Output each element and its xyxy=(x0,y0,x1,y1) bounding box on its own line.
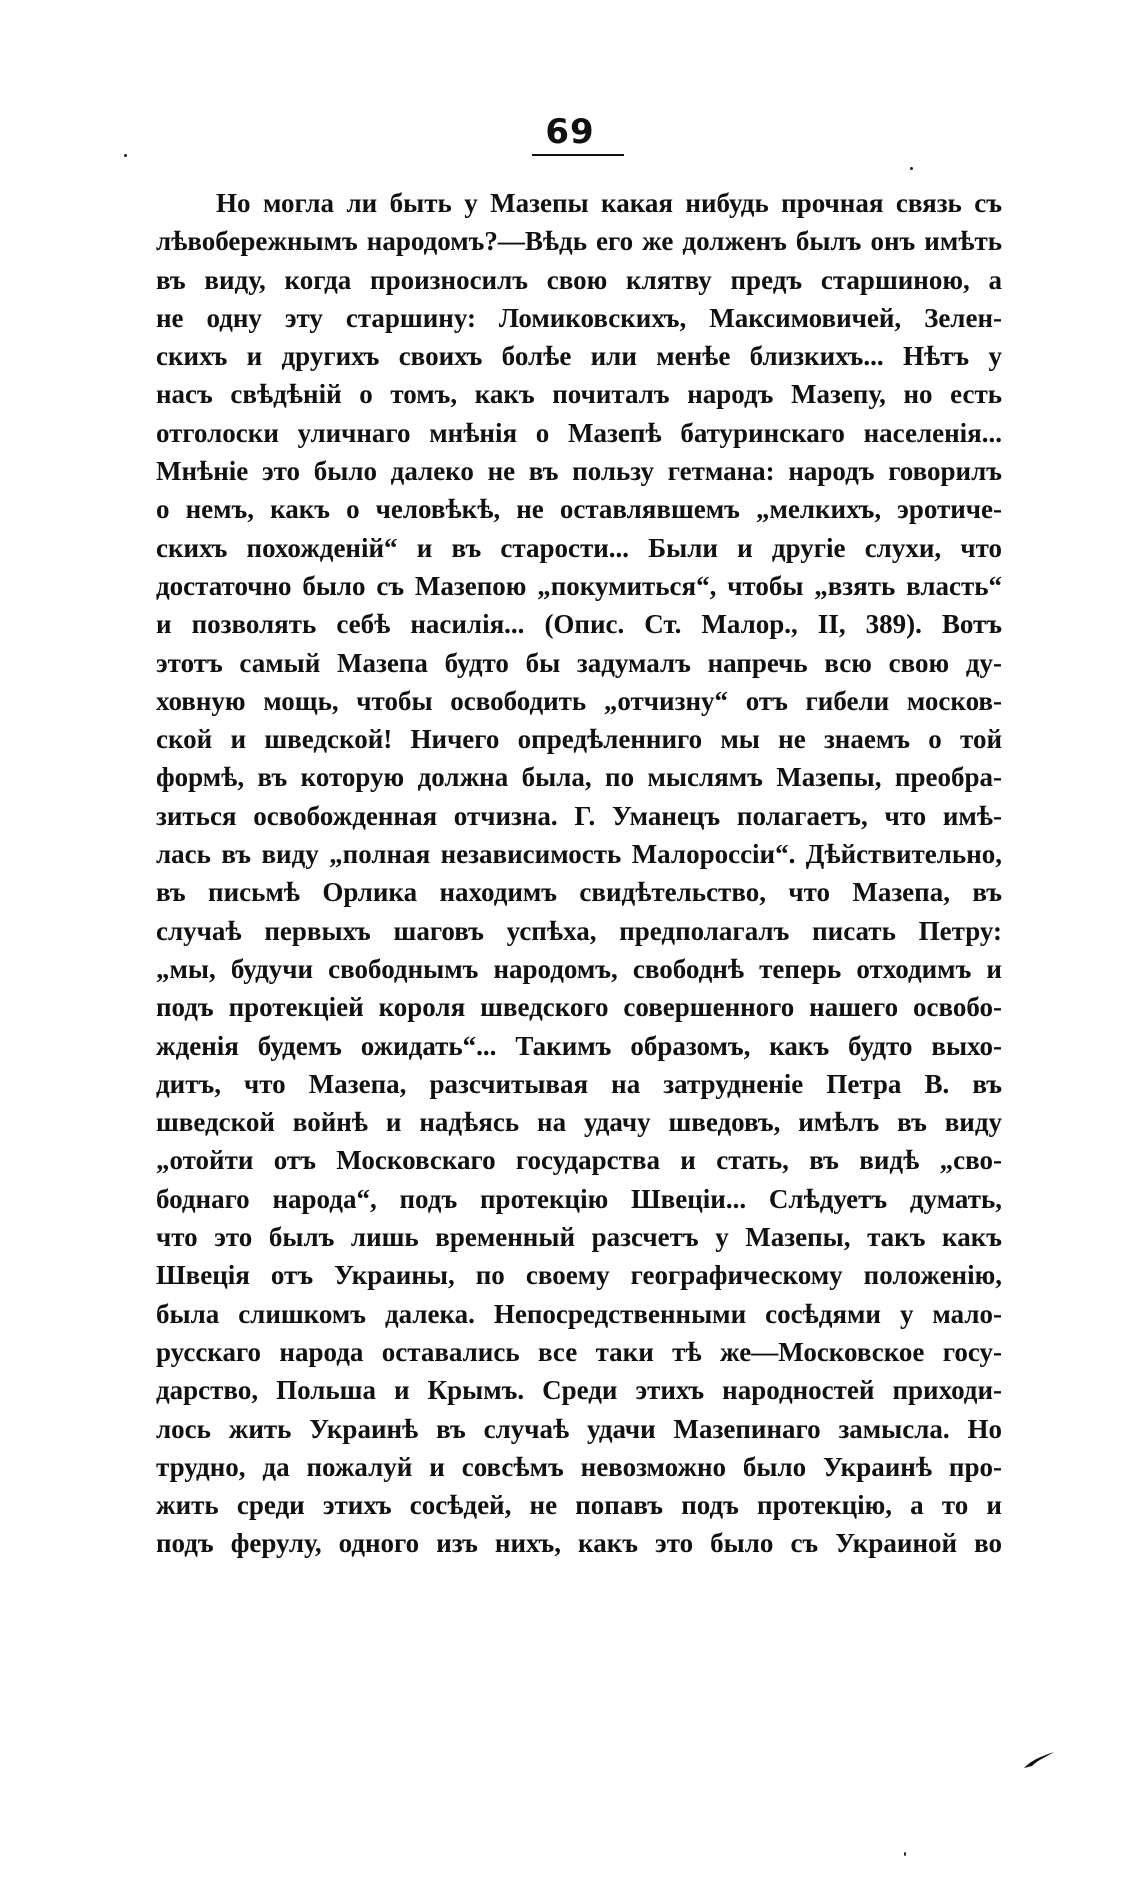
text-line: жить среди этихъ сосѣдей, не попавъ подъ протекцію, а то и xyxy=(156,1490,1002,1521)
text-line: этотъ самый Мазепа будто бы задумалъ напречь всю свою ду- xyxy=(156,647,1002,678)
text-line: достаточно было съ Мазепою „покумиться“, чтобы „взять власть“ xyxy=(156,570,1002,601)
text-line: въ виду, когда произносилъ свою клятву предъ старшиною, а xyxy=(156,264,1002,295)
text-line: лась въ виду „полная независимость Малороссіи“. Дѣйствительно, xyxy=(156,839,1002,870)
ink-speck xyxy=(124,154,127,157)
text-line: лось жить Украинѣ въ случаѣ удачи Мазепинаго замысла. Но xyxy=(156,1413,1002,1444)
text-line: зиться освобожденная отчизна. Г. Уманецъ полагаетъ, что имѣ- xyxy=(156,800,1002,831)
text-line: дитъ, что Мазепа, разсчитывая на затрудненіе Петра В. въ xyxy=(156,1068,1002,1099)
text-line: боднаго народа“, подъ протекцію Швеціи... Слѣдуетъ думать, xyxy=(156,1183,1002,1214)
text-line: Швеція отъ Украины, по своему географическому положенію, xyxy=(156,1260,1002,1291)
text-line: „отойти отъ Московскаго государства и стать, въ видѣ „сво- xyxy=(156,1145,1002,1176)
text-line: случаѣ первыхъ шаговъ успѣха, предполагалъ писать Петру: xyxy=(156,915,1002,946)
text-line: дарство, Польша и Крымъ. Среди этихъ народностей приходи- xyxy=(156,1375,1002,1406)
ink-flourish-mark xyxy=(1022,1748,1056,1770)
text-line: жденія будемъ ожидать“... Такимъ образомъ, какъ будто выхо- xyxy=(156,1030,1002,1061)
text-line: ской и шведской! Ничего опредѣленниго мы не знаемъ о той xyxy=(156,724,1002,755)
page-number-rule xyxy=(532,154,624,156)
text-line: насъ свѣдѣній о томъ, какъ почиталъ народъ Мазепу, но есть xyxy=(156,379,1002,410)
text-line: трудно, да пожалуй и совсѣмъ невозможно было Украинѣ про- xyxy=(156,1451,1002,1482)
text-line: „мы, будучи свободнымъ народомъ, свободнѣ теперь отходимъ и xyxy=(156,953,1002,984)
text-line: Но могла ли быть у Мазепы какая нибудь прочная связь съ xyxy=(216,188,1002,218)
text-line: не одну эту старшину: Ломиковскихъ, Максимовичей, Зелен- xyxy=(156,302,1002,333)
ink-speck xyxy=(904,1852,906,1856)
ink-speck xyxy=(910,167,913,170)
text-line: формѣ, въ которую должна была, по мыслямъ Мазепы, преобра- xyxy=(156,762,1002,793)
text-line: была слишкомъ далека. Непосредственными сосѣдями у мало- xyxy=(156,1298,1002,1329)
text-line: подъ протекціей короля шведского совершенного нашего освобо- xyxy=(156,992,1002,1023)
text-line: въ письмѣ Орлика находимъ свидѣтельство, что Мазепа, въ xyxy=(156,877,1002,908)
text-line: и позволять себѣ насилія... (Опис. Ст. Малор., II, 389). Вотъ xyxy=(156,609,1002,640)
text-line: отголоски уличнаго мнѣнія о Мазепѣ батуринскаго населенія... xyxy=(156,417,1002,448)
text-line: русскаго народа оставались все таки тѣ же—Московское госу- xyxy=(156,1336,1002,1367)
text-line: Мнѣніе это было далеко не въ пользу гетмана: народъ говорилъ xyxy=(156,456,1002,487)
text-line: скихъ и другихъ своихъ болѣе или менѣе близкихъ... Нѣтъ у xyxy=(156,341,1002,372)
text-line: подъ ферулу, одного изъ нихъ, какъ это было съ Украиной во xyxy=(156,1528,1002,1559)
text-line: ховную мощь, чтобы освободить „отчизну“ отъ гибели москов- xyxy=(156,685,1002,716)
body-text xyxy=(156,184,1002,1563)
text-line: скихъ похожденій“ и въ старости... Были и другіе слухи, что xyxy=(156,532,1002,563)
text-line: о немъ, какъ о человѣкѣ, не оставлявшемъ „мелкихъ, эротиче- xyxy=(156,494,1002,525)
text-line: шведской войнѣ и надѣясь на удачу шведовъ, имѣлъ въ виду xyxy=(156,1107,1002,1138)
page-number: 69 xyxy=(545,112,595,152)
text-line: что это былъ лишь временный разсчетъ у Мазепы, такъ какъ xyxy=(156,1222,1002,1253)
text-line: лѣвобережнымъ народомъ?—Вѣдь его же долженъ былъ онъ имѣть xyxy=(156,226,1002,257)
